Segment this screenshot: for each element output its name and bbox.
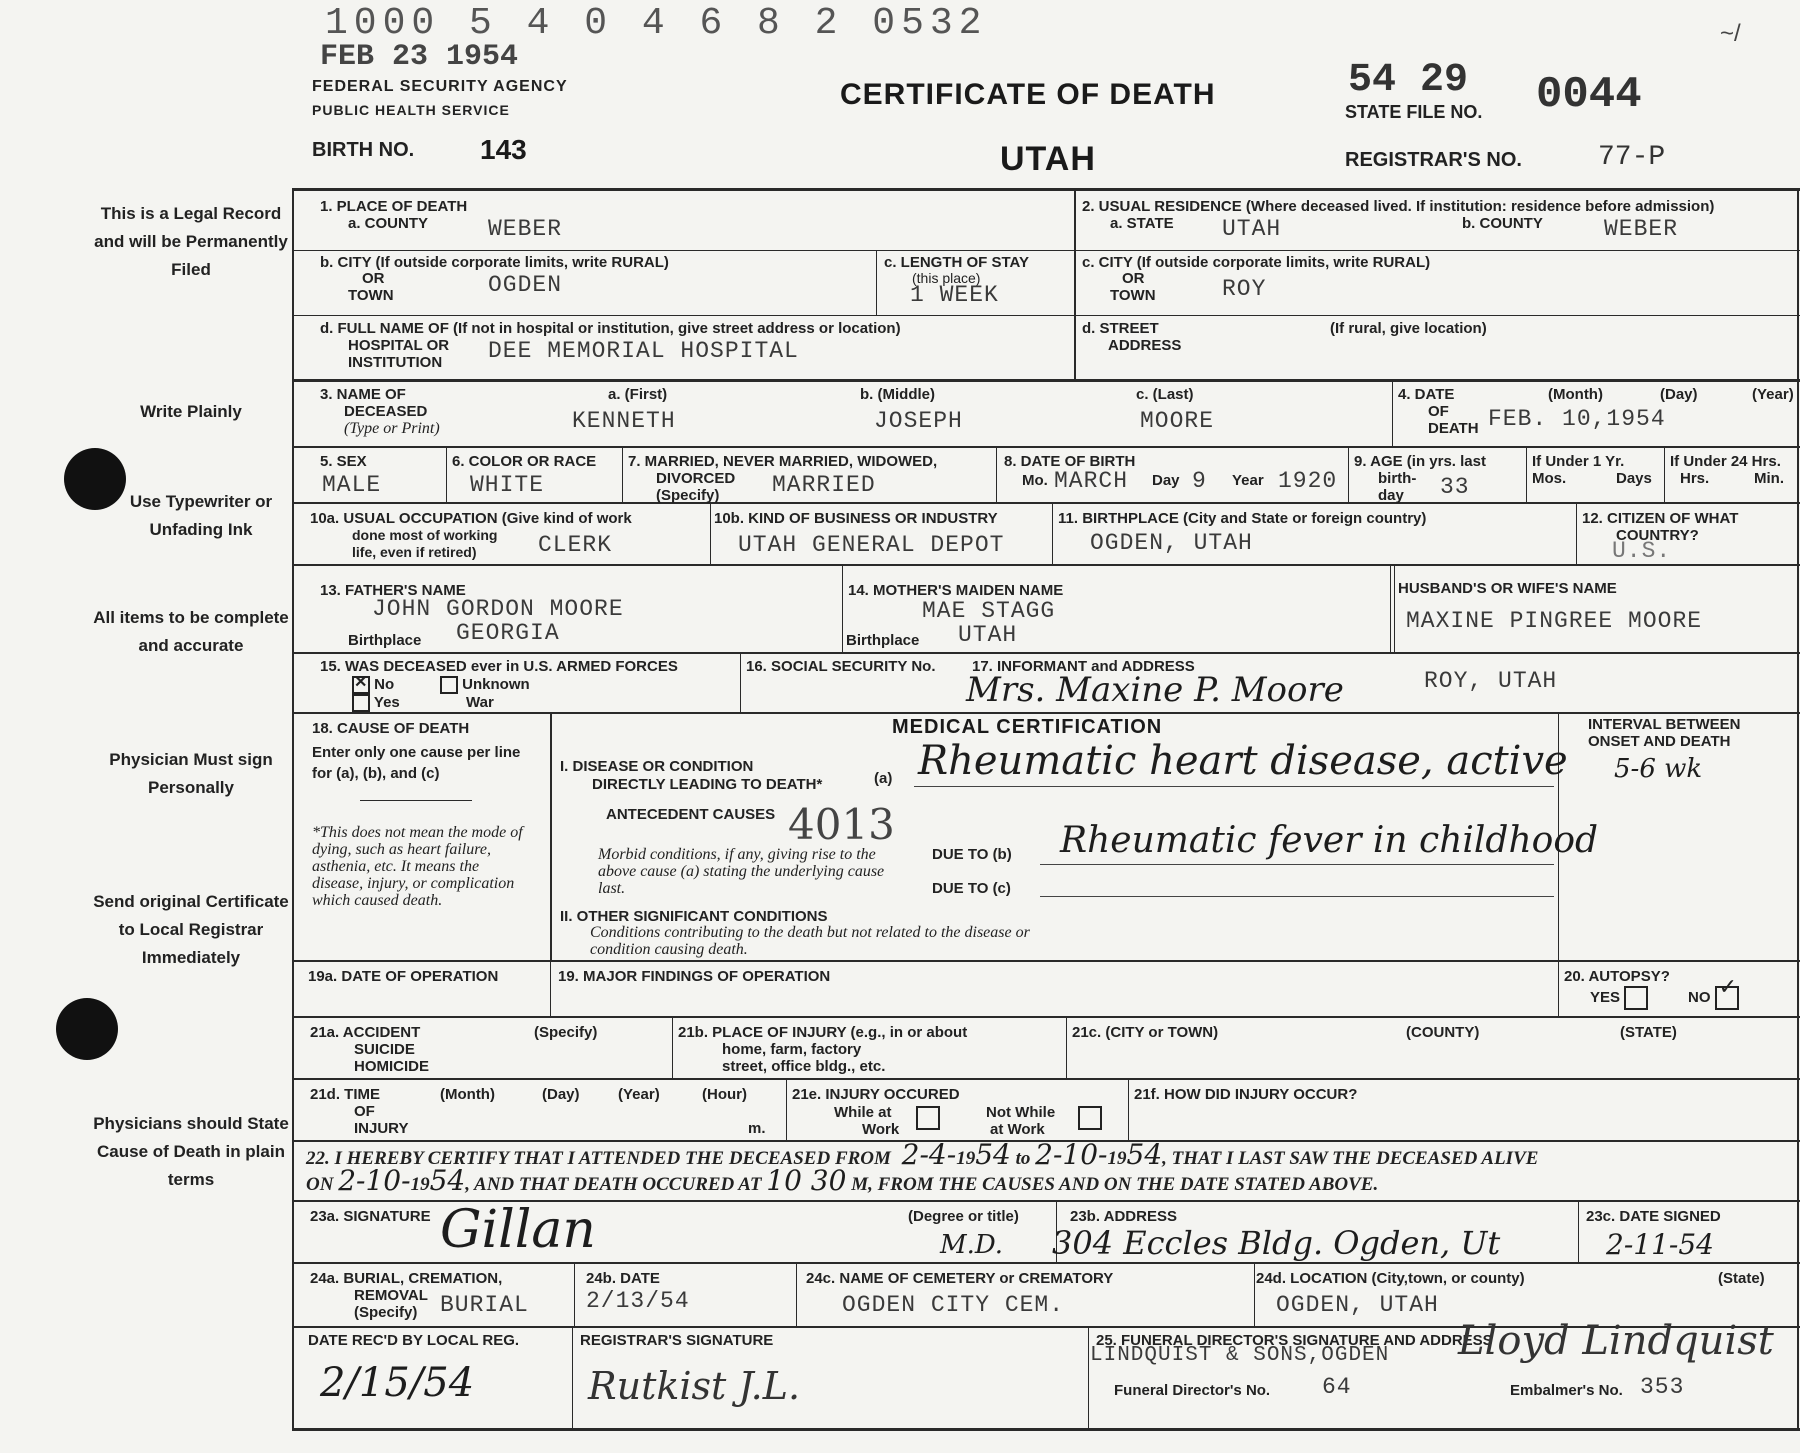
agency-line1: FEDERAL SECURITY AGENCY [312,78,568,95]
burial-date: 2/13/54 [586,1288,690,1314]
injury-year: (Year) [618,1086,660,1103]
pod-stay: 1 WEEK [910,282,999,308]
recd-date: 2/15/54 [320,1360,475,1406]
antecedent-label: ANTECEDENT CAUSES [606,806,776,823]
how-injury-label: 21f. HOW DID INJURY OCCUR? [1134,1086,1358,1103]
father-bp-label: Birthplace [348,632,422,649]
certify-to-year: 54 [1126,1138,1163,1171]
agency-line2: PUBLIC HEALTH SERVICE [312,102,510,118]
autopsy-label: 20. AUTOPSY? [1564,968,1670,985]
armed-label: 15. WAS DECEASED ever in U.S. ARMED FORCES [320,658,678,675]
res-street-label: d. STREET [1082,320,1159,337]
sex-label: 5. SEX [320,453,367,470]
informant-signature: Mrs. Maxine P. Moore [966,670,1344,710]
armed-no-label: No [374,676,395,693]
dob-year-label: Year [1232,472,1264,489]
father-label: 13. FATHER'S NAME [320,582,466,599]
emb-no: 353 [1640,1374,1685,1400]
res-city: ROY [1222,276,1267,302]
dob-day: 9 [1192,468,1207,494]
autopsy-no-checkbox[interactable]: ✓ [1715,986,1739,1010]
res-label: 2. USUAL RESIDENCE (Where deceased lived. If institution: residence before admission) [1082,198,1715,215]
race: WHITE [470,472,545,498]
citizen-label2: COUNTRY? [1616,527,1699,544]
cemetery: OGDEN CITY CEM. [842,1292,1065,1318]
ssn-label: 16. SOCIAL SECURITY No. [746,658,936,675]
dob-mo: Mo. [1022,472,1048,489]
sidebar-send: Send original Certificate to Local Registrar Immediately [93,892,289,967]
date-signed: 2-11-54 [1606,1228,1714,1261]
physician-address: 304 Eccles Bldg. Ogden, Ut [1052,1224,1501,1262]
father-birthplace: GEORGIA [456,620,560,646]
registrar-signature: Rutkist J.L. [588,1364,801,1408]
disease-label2: DIRECTLY LEADING TO DEATH* [592,776,823,793]
morbid-note: Morbid conditions, if any, giving rise to the above cause (a) stating the underlying cause last. [598,846,885,897]
pod-hospital-or: HOSPITAL OR [348,337,450,354]
certify-line2a: AND THAT DEATH OCCURED AT [474,1174,762,1195]
informant-label: 17. INFORMANT and ADDRESS [972,658,1195,675]
injury-month: (Month) [440,1086,495,1103]
autopsy-yes-row [1590,986,1648,1010]
burial-date-label: 24b. DATE [586,1270,660,1287]
marital-label2: DIVORCED [656,470,736,487]
dod-death: DEATH [1428,420,1479,437]
date-of-death: FEB. 10,1954 [1488,406,1666,432]
registrar-label: REGISTRAR'S NO. [1345,149,1522,171]
first-name: KENNETH [572,408,676,434]
mother-name: MAE STAGG [922,598,1056,624]
reg-sig-label: REGISTRAR'S SIGNATURE [580,1332,774,1349]
business-label: 10b. KIND OF BUSINESS OR INDUSTRY [714,510,998,527]
certify-on-year: 54 [429,1164,466,1197]
recd-label: DATE REC'D BY LOCAL REG. [308,1332,520,1349]
medical-title: MEDICAL CERTIFICATION [892,716,1163,738]
name-label3: (Type or Print) [344,420,440,437]
res-state: UTAH [1222,216,1282,242]
birth-no-label: BIRTH NO. [312,139,415,161]
op-findings-label: 19. MAJOR FINDINGS OF OPERATION [558,968,831,985]
certify-time: 10 30 [766,1164,847,1197]
age: 33 [1440,474,1470,500]
sidebar-complete: All items to be complete and accurate [93,608,289,655]
certify-on-date: 2-10- [338,1164,411,1197]
name-label: 3. NAME OF [320,386,406,403]
injury-city-label: 21c. (CITY or TOWN) [1072,1024,1219,1041]
cause-footnote: *This does not mean the mode of dying, such as heart failure, asthenia, etc. It means the disease, injury, or complication which caused death. [312,824,523,909]
place-injury-label3: street, office bldg., etc. [722,1058,886,1075]
while-at: While at [834,1104,892,1121]
dod-day-label: (Day) [1660,386,1698,403]
certify-on: ON [306,1174,334,1195]
res-city-label: c. CITY (If outside corporate limits, write RURAL) [1082,254,1431,271]
burial-location: OGDEN, UTAH [1276,1292,1439,1318]
occurred-label: 21e. INJURY OCCURED [792,1086,960,1103]
mother-bp-label: Birthplace [846,632,920,649]
res-street-address: ADDRESS [1108,337,1182,354]
dob-year: 1920 [1278,468,1338,494]
homicide-label: HOMICIDE [354,1058,429,1075]
armed-yes-row [352,694,400,712]
res-city-or: OR [1122,270,1145,287]
armed-unknown-checkbox[interactable] [440,676,458,694]
fd-no-label: Funeral Director's No. [1114,1382,1271,1399]
interval-label: INTERVAL BETWEEN ONSET AND DEATH [1588,716,1741,750]
burial-location-label: 24d. LOCATION (City,town, or county) [1256,1270,1525,1287]
age-label2: birth- [1378,470,1417,487]
physician-signature: Gillan [440,1200,596,1260]
name-label2: DECEASED [344,403,428,420]
not-while-work: at Work [990,1121,1045,1138]
time-injury-of: OF [354,1103,375,1120]
emb-no-label: Embalmer's No. [1510,1382,1623,1399]
stamp-serial: 1000 5 4 0 4 6 8 2 0532 [325,2,988,45]
certify-to-date: 2-10- [1035,1138,1108,1171]
under1-days: Days [1616,470,1652,487]
dod-month-label: (Month) [1548,386,1603,403]
cemetery-label: 24c. NAME OF CEMETERY or CREMATORY [806,1270,1114,1287]
pod-stay-sub: (this place) [912,270,981,286]
stamp-date: FEB 23 1954 [320,40,519,74]
res-rural-note: (If rural, give location) [1330,320,1487,337]
burial-type: BURIAL [440,1292,529,1318]
punch-hole-bottom [56,998,118,1060]
dod-year-label: (Year) [1752,386,1794,403]
injury-county-label: (COUNTY) [1406,1024,1480,1041]
certify-line1b: , THAT I LAST SAW THE DECEASED ALIVE [1162,1148,1539,1169]
pod-hospital-label: d. FULL NAME OF (If not in hospital or institution, give street address or location) [320,320,901,337]
mother-label: 14. MOTHER'S MAIDEN NAME [848,582,1064,599]
injury-m: m. [748,1120,766,1137]
middle-name: JOSEPH [874,408,963,434]
res-county-label: b. COUNTY [1462,215,1543,232]
not-while-work-checkbox[interactable] [1078,1106,1102,1130]
armed-unknown-label: Unknown [462,676,530,693]
degree: M.D. [940,1230,1004,1260]
place-injury-label2: home, farm, factory [722,1041,862,1058]
state-file-prefix: 54 29 [1348,58,1469,103]
under24-hrs: Hrs. [1680,470,1710,487]
fd-signature: Lloyd Lindquist [1458,1318,1774,1364]
autopsy-no-row [1688,974,1739,1010]
last-name: MOORE [1140,408,1215,434]
sex: MALE [322,472,382,498]
occupation-label2: done most of working [352,527,498,543]
cause-instructions: Enter only one cause per line for (a), (b), and (c) [312,744,521,782]
code-mark: 4013 [788,800,895,849]
other-label: II. OTHER SIGNIFICANT CONDITIONS [560,908,828,925]
last-label: c. (Last) [1136,386,1194,403]
father-name: JOHN GORDON MOORE [372,596,624,622]
cause-b: Rheumatic fever in childhood [1060,820,1599,861]
res-county: WEBER [1604,216,1679,242]
under1-label: If Under 1 Yr. [1532,453,1625,470]
registrar-no: 77-P [1598,142,1666,173]
certify-from: 2-4- [901,1138,957,1171]
certify-from-year: 54 [975,1138,1011,1171]
corner-mark: ~/ [1720,20,1741,47]
sidebar-physician: Physician Must sign Personally [109,750,273,797]
while-at-work-checkbox[interactable] [916,1106,940,1130]
armed-war: War [466,694,494,711]
under24-min: Min. [1754,470,1784,487]
citizen-label: 12. CITIZEN OF WHAT [1582,510,1739,527]
under1-mos: Mos. [1532,470,1567,487]
pod-city: OGDEN [488,272,563,298]
sidebar-legal: This is a Legal Record and will be Permanently Filed [94,204,288,279]
injury-state-label: (STATE) [1620,1024,1677,1041]
autopsy-yes-checkbox[interactable] [1624,986,1648,1010]
injury-day: (Day) [542,1086,580,1103]
time-injury-injury: INJURY [354,1120,409,1137]
dob-month: MARCH [1054,468,1129,494]
occupation-label: 10a. USUAL OCCUPATION (Give kind of work [310,510,632,527]
state-title: UTAH [1000,140,1096,178]
race-label: 6. COLOR OR RACE [452,453,597,470]
business: UTAH GENERAL DEPOT [738,532,1005,558]
mother-birthplace: UTAH [958,622,1018,648]
certify-line2b: M, FROM THE CAUSES AND ON THE DATE STATED ABOVE. [851,1174,1379,1195]
cause-label: 18. CAUSE OF DEATH [312,720,470,737]
armed-yes-label: Yes [373,694,400,711]
accident-specify: (Specify) [534,1024,598,1041]
certify-line1a: 22. I HEREBY CERTIFY THAT I ATTENDED THE DECEASED FROM [306,1148,891,1169]
spouse-name: MAXINE PINGREE MOORE [1406,608,1703,634]
cause-a: Rheumatic heart disease, active [918,738,1568,784]
fd-label: 25. FUNERAL DIRECTOR'S SIGNATURE AND ADDRESS [1096,1332,1493,1349]
state-file-label: STATE FILE NO. [1345,102,1483,122]
fd-name: LINDQUIST & SONS,OGDEN [1090,1344,1390,1367]
dod-of: OF [1428,403,1449,420]
degree-label: (Degree or title) [908,1208,1019,1225]
suicide-label: SUICIDE [354,1041,415,1058]
interval-a: 5-6 wk [1614,754,1703,784]
while-work: Work [862,1121,900,1138]
age-label: 9. AGE (in yrs. last [1354,453,1486,470]
pod-label: 1. PLACE OF DEATH [320,198,468,215]
under24-label: If Under 24 Hrs. [1670,453,1781,470]
due-b-label: DUE TO (b) [932,846,1012,863]
burial-state-label: (State) [1718,1270,1765,1287]
pod-city-town: TOWN [348,287,394,304]
sidebar-plain-terms: Physicians should State Cause of Death in plain terms [93,1114,289,1189]
armed-no-checkbox[interactable]: ✕ [352,676,370,694]
time-injury-label: 21d. TIME [310,1086,381,1103]
citizen: U.S. [1612,538,1672,564]
sig-label: 23a. SIGNATURE [310,1208,431,1225]
marital-status: MARRIED [772,472,876,498]
pod-city-or: OR [362,270,385,287]
first-label: a. (First) [608,386,668,403]
sidebar-write-plainly: Write Plainly [140,402,242,421]
birth-no: 143 [480,134,527,165]
burial-label: 24a. BURIAL, CREMATION, [310,1270,503,1287]
certify-line1 [306,1138,1539,1171]
dob-label: 8. DATE OF BIRTH [1004,453,1136,470]
cause-a-marker: (a) [874,770,893,787]
birthplace-label: 11. BIRTHPLACE (City and State or foreign country) [1058,510,1427,527]
disease-label: I. DISEASE OR CONDITION [560,758,754,775]
burial-removal: REMOVAL [354,1287,428,1304]
state-file-no: 0044 [1536,70,1642,120]
accident-label: 21a. ACCIDENT [310,1024,421,1041]
pod-city-label: b. CITY (If outside corporate limits, write RURAL) [320,254,669,271]
res-city-town: TOWN [1110,287,1156,304]
res-state-label: a. STATE [1110,215,1174,232]
certify-on-year-pre: 19 [410,1174,430,1195]
certify-line2: ON 2-10-1954, AND THAT DEATH OCCURED AT 10 30 M, FROM THE CAUSES AND ON THE DATE STATED ABOVE. [306,1164,1379,1197]
other-note: Conditions contributing to the death but not related to the disease or condition causing death. [590,924,1030,958]
armed-yes-checkbox[interactable] [352,694,370,712]
autopsy-yes-label: YES [1590,988,1621,1006]
autopsy-no-label: NO [1688,988,1711,1006]
certify-to-year-pre: 19 [1107,1148,1127,1169]
address-label: 23b. ADDRESS [1070,1208,1177,1225]
date-signed-label: 23c. DATE SIGNED [1586,1208,1721,1225]
occupation: CLERK [538,532,613,558]
injury-hour: (Hour) [702,1086,747,1103]
place-injury-label: 21b. PLACE OF INJURY (e.g., in or about [678,1024,968,1041]
pod-hospital: DEE MEMORIAL HOSPITAL [488,338,799,364]
certify-from-year-pre: 19 [956,1148,976,1169]
sidebar-typewriter: Use Typewriter or Unfading Ink [129,492,273,539]
pod-stay-label: c. LENGTH OF STAY [884,254,1030,271]
occupation-label3: life, even if retired) [352,544,477,560]
informant-address: ROY, UTAH [1424,668,1558,694]
dod-label: 4. DATE [1398,386,1455,403]
armed-unknown-row [440,676,530,694]
birthplace: OGDEN, UTAH [1090,530,1253,556]
marital-label3: (Specify) [656,487,720,504]
fd-no: 64 [1322,1374,1352,1400]
page-title: CERTIFICATE OF DEATH [840,78,1216,111]
dob-day-label: Day [1152,472,1180,489]
pod-hospital-inst: INSTITUTION [348,354,443,371]
burial-specify: (Specify) [354,1304,418,1321]
spouse-label: HUSBAND'S OR WIFE'S NAME [1398,580,1617,597]
due-c-label: DUE TO (c) [932,880,1011,897]
op-date-label: 19a. DATE OF OPERATION [308,968,499,985]
middle-label: b. (Middle) [860,386,935,403]
pod-county-label: a. COUNTY [348,215,429,232]
marital-label: 7. MARRIED, NEVER MARRIED, WIDOWED, [628,453,938,470]
armed-no-row [352,676,394,694]
pod-county: WEBER [488,216,563,242]
not-while: Not While [986,1104,1056,1121]
certify-to: to [1015,1148,1031,1169]
age-label3: day [1378,487,1404,504]
